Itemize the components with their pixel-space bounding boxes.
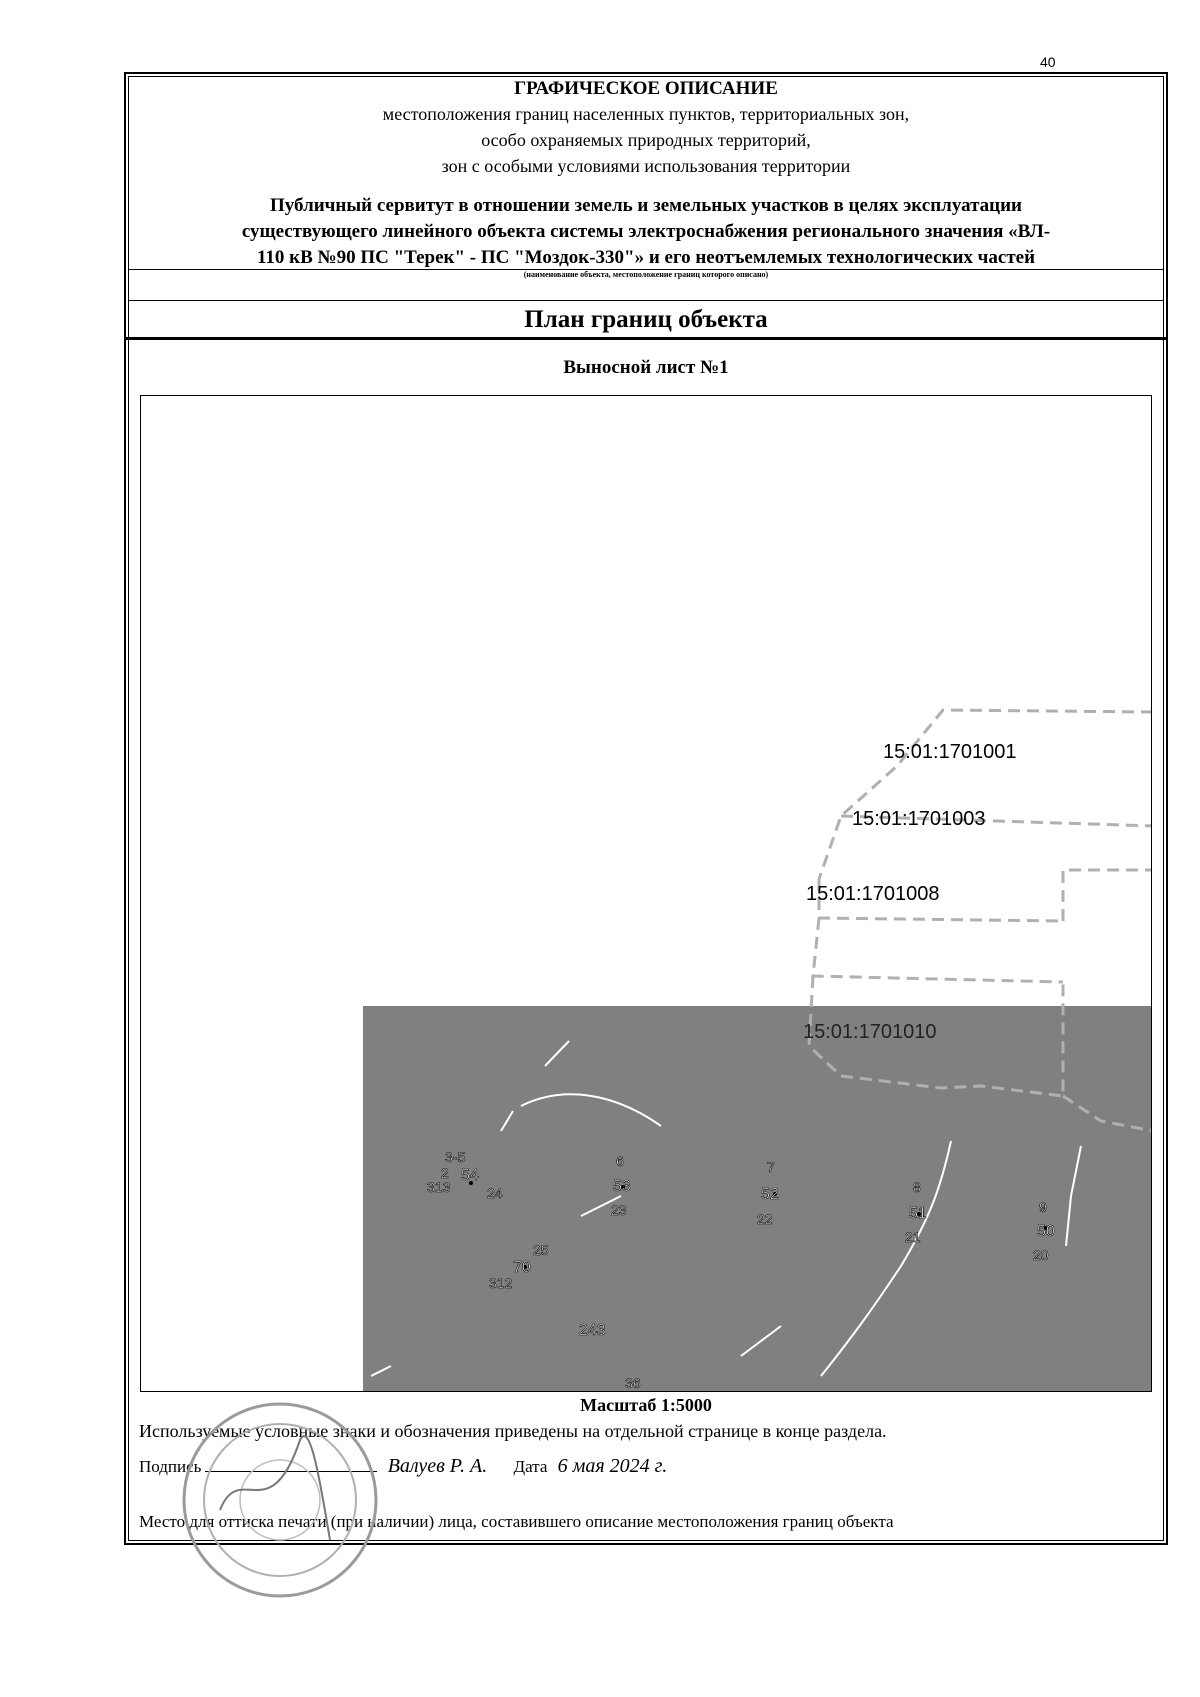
date-value: 6 мая 2024 г. bbox=[557, 1455, 668, 1477]
point-label: 24 bbox=[487, 1185, 503, 1201]
point-label: 6 bbox=[616, 1153, 624, 1169]
signature-label: Подпись bbox=[139, 1457, 202, 1476]
point-label: 70 bbox=[513, 1259, 531, 1276]
map-frame bbox=[140, 395, 1152, 1392]
page-number: 40 bbox=[1040, 54, 1056, 70]
point-label: 52 bbox=[761, 1186, 779, 1203]
subtitle-line-3: зон с особыми условиями использования территории bbox=[441, 156, 851, 176]
point-label: 22 bbox=[757, 1211, 773, 1227]
point-label: 25 bbox=[533, 1242, 549, 1258]
point-label: 20 bbox=[1033, 1247, 1049, 1263]
boundary-map bbox=[141, 396, 1152, 1392]
point-label: 243 bbox=[579, 1322, 606, 1339]
point-label: 53 bbox=[613, 1178, 631, 1195]
divider bbox=[124, 337, 1168, 340]
point-label: 54 bbox=[461, 1167, 479, 1184]
point-label: 3-5 bbox=[445, 1149, 466, 1165]
point-label: 50 bbox=[1037, 1223, 1055, 1240]
parcel-boundary-right bbox=[1063, 870, 1152, 921]
aerial-photo bbox=[363, 1006, 1152, 1392]
point-label: 313 bbox=[427, 1179, 451, 1195]
point-label: 36 bbox=[625, 1375, 641, 1391]
stamp-note: Место для оттиска печати (при наличии) лица, составившего описание местоположения границ объекта bbox=[139, 1512, 894, 1531]
signature-scribble bbox=[220, 1436, 330, 1540]
signer-name: Валуев Р. А. bbox=[387, 1455, 488, 1477]
seal-inner-ring bbox=[204, 1424, 356, 1576]
seal-outer-ring bbox=[184, 1404, 376, 1596]
parcel-label: 15:01:1701001 bbox=[883, 741, 1017, 763]
parcel-label: 15:01:1701010 bbox=[803, 1021, 937, 1043]
legend-note: Используемые условные знаки и обозначения приведены на отдельной странице в конце раздела. bbox=[139, 1421, 887, 1441]
parcel-label: 15:01:1701003 bbox=[852, 808, 986, 830]
object-caption: (наименование объекта, местоположение границ которого описано) bbox=[523, 270, 769, 279]
date-label: Дата bbox=[513, 1457, 548, 1476]
point-label: 9 bbox=[1039, 1199, 1047, 1215]
point-label: 7 bbox=[767, 1159, 775, 1175]
seal-center-ring bbox=[240, 1460, 320, 1540]
seal-stamp bbox=[180, 1400, 380, 1600]
parcel-label: 15:01:1701008 bbox=[806, 883, 940, 905]
point-label: 21 bbox=[905, 1229, 921, 1245]
subtitle-line-1: местоположения границ населенных пунктов, территориальных зон, bbox=[382, 104, 910, 124]
point-label: 23 bbox=[611, 1202, 627, 1218]
point-label: 312 bbox=[489, 1275, 513, 1291]
object-name-line-1: Публичный сервитут в отношении земель и земельных участков в целях эксплуатации bbox=[270, 195, 1022, 216]
sheet-title: Выносной лист №1 bbox=[563, 357, 729, 378]
point-label: 8 bbox=[913, 1179, 921, 1195]
map-scale: Масштаб 1:5000 bbox=[580, 1395, 712, 1415]
subtitle-line-2: особо охраняемых природных территорий, bbox=[481, 130, 811, 150]
plan-title: План границ объекта bbox=[524, 306, 768, 333]
point-label: 2 bbox=[441, 1165, 449, 1181]
document-title: ГРАФИЧЕСКОЕ ОПИСАНИЕ bbox=[514, 78, 778, 99]
parcel-boundary-1701008 bbox=[813, 918, 1063, 982]
point-label: 51 bbox=[909, 1205, 927, 1222]
divider bbox=[128, 300, 1164, 301]
parcel-boundary-1701001 bbox=[819, 710, 1152, 879]
object-name-line-2: существующего линейного объекта системы электроснабжения регионального значения «ВЛ- bbox=[241, 221, 1051, 242]
object-name-line-3: 110 кВ №90 ПС "Терек" - ПС "Моздок-330"» и его неотъемлемых технологических частей bbox=[256, 247, 1036, 268]
